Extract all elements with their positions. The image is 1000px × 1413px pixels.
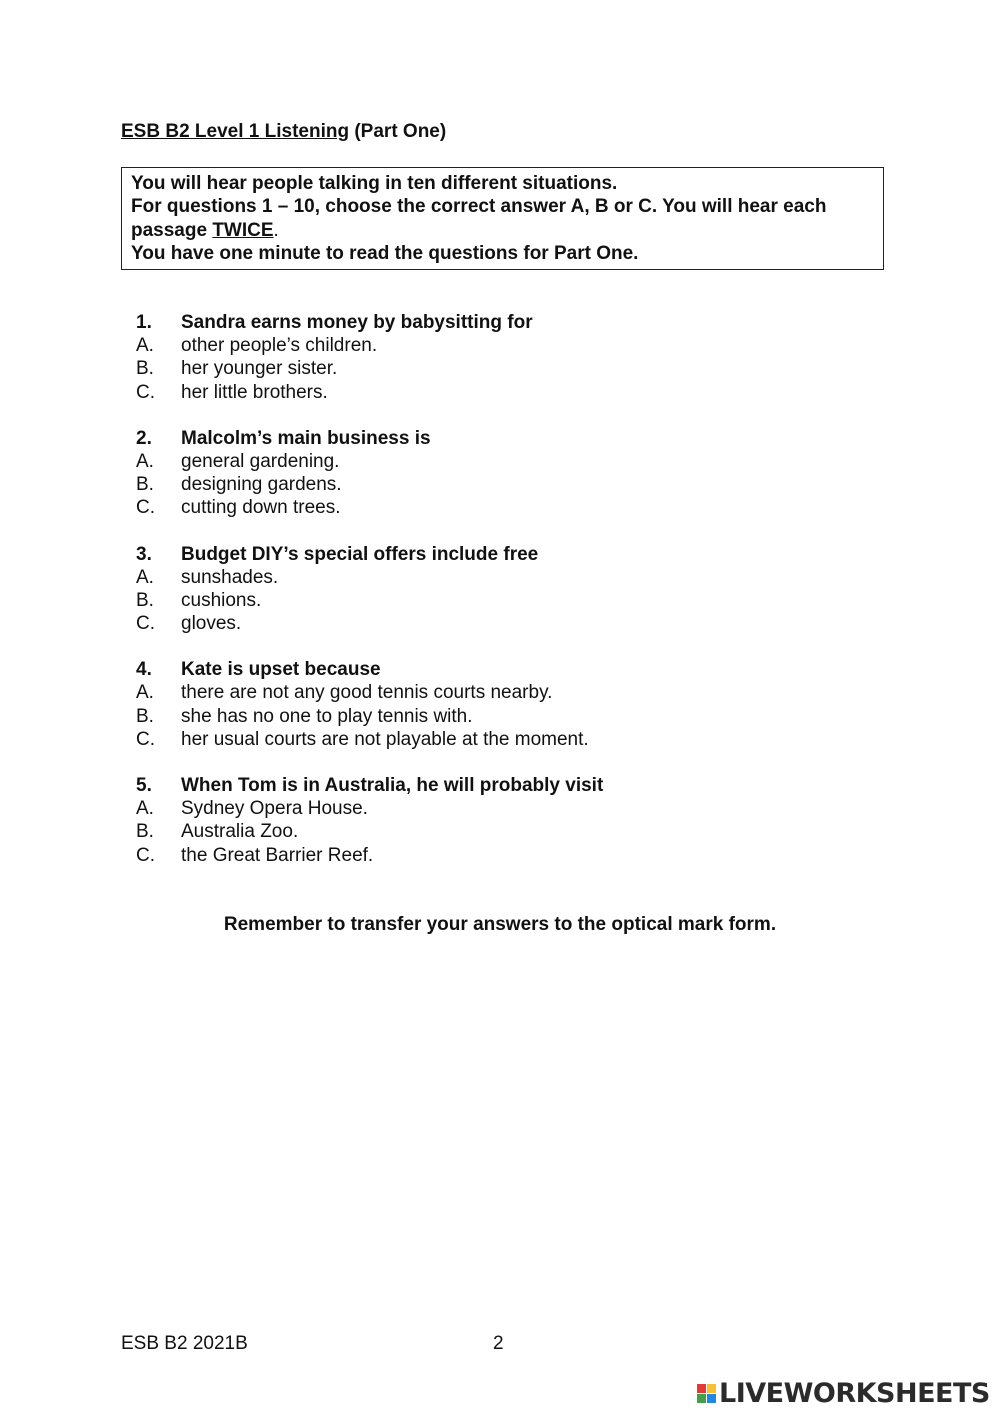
question-text: Sandra earns money by babysitting for [181,312,533,333]
question-5 [136,774,896,867]
instructions-line-2 [131,195,874,242]
heading-title: ESB B2 Level 1 Listening [121,121,350,142]
question-1 [136,311,896,404]
option-letter: C. [136,844,155,866]
option-text: Sydney Opera House. [181,798,368,820]
page-number: 2 [493,1333,504,1354]
instructions-line-3: You have one minute to read the questions for Part One. [131,242,639,264]
instructions-twice: TWICE [212,219,274,241]
option-letter: A. [136,798,154,820]
option-c[interactable] [136,496,896,519]
question-3 [136,543,896,636]
logo-square-red [697,1384,706,1393]
option-letter: B. [136,589,154,611]
option-letter: B. [136,474,154,496]
option-letter: A. [136,450,154,472]
option-text: cutting down trees. [181,497,341,519]
question-number: 4. [136,659,152,681]
question-list [136,311,896,890]
instructions-line-1: You will hear people talking in ten different situations. [131,173,618,194]
instructions-line-2-text: For questions 1 – 10, choose the correct answer A, B or C. You will hear each passage [131,196,827,241]
instructions-period: . [273,219,279,241]
option-letter: A. [136,566,154,588]
option-c[interactable] [136,728,896,751]
option-text: the Great Barrier Reef. [181,844,374,866]
option-b[interactable] [136,705,896,728]
option-letter: C. [136,728,155,750]
footer-exam-code: ESB B2 2021B [121,1333,248,1354]
question-2 [136,427,896,520]
option-c[interactable] [136,844,896,867]
document-heading [121,121,446,143]
option-letter: C. [136,497,155,519]
option-text: designing gardens. [181,474,342,496]
logo-square-yellow [707,1384,716,1393]
option-text: other people’s children. [181,335,378,357]
reminder-text: Remember to transfer your answers to the optical mark form. [223,914,777,935]
question-number: 2. [136,427,152,449]
option-b[interactable] [136,589,896,612]
option-b[interactable] [136,357,896,380]
option-text: there are not any good tennis courts nearby. [181,682,553,704]
option-text: cushions. [181,589,262,611]
option-text: Australia Zoo. [181,821,299,843]
question-text: Kate is upset because [181,659,381,681]
question-number: 3. [136,543,152,565]
option-text: her usual courts are not playable at the moment. [181,728,589,750]
option-text: her younger sister. [181,358,338,380]
question-text: When Tom is in Australia, he will probably visit [181,775,604,796]
question-text: Malcolm’s main business is [181,427,431,449]
question-number: 5. [136,775,152,796]
brand-name: LIVEWORKSHEETS [719,1378,990,1409]
option-a[interactable] [136,797,896,820]
option-c[interactable] [136,612,896,635]
logo-square-green [697,1394,706,1403]
option-b[interactable] [136,820,896,843]
liveworksheets-logo[interactable] [697,1378,990,1409]
option-letter: C. [136,381,155,403]
instructions-box [121,167,884,270]
option-text: general gardening. [181,450,340,472]
liveworksheets-logo-icon [697,1384,716,1403]
question-number: 1. [136,312,152,333]
option-text: she has no one to play tennis with. [181,705,473,727]
option-c[interactable] [136,381,896,404]
option-text: her little brothers. [181,381,328,403]
option-a[interactable] [136,566,896,589]
option-letter: B. [136,821,154,843]
option-letter: C. [136,613,155,635]
option-letter: B. [136,705,154,727]
option-text: gloves. [181,613,242,635]
question-4 [136,658,896,751]
option-letter: A. [136,335,154,357]
heading-part: (Part One) [349,121,447,142]
option-b[interactable] [136,473,896,496]
option-letter: B. [136,358,154,380]
option-a[interactable] [136,450,896,473]
option-text: sunshades. [181,566,279,588]
option-a[interactable] [136,681,896,704]
option-a[interactable] [136,334,896,357]
option-letter: A. [136,682,154,704]
logo-square-blue [707,1394,716,1403]
question-text: Budget DIY’s special offers include free [181,543,539,565]
